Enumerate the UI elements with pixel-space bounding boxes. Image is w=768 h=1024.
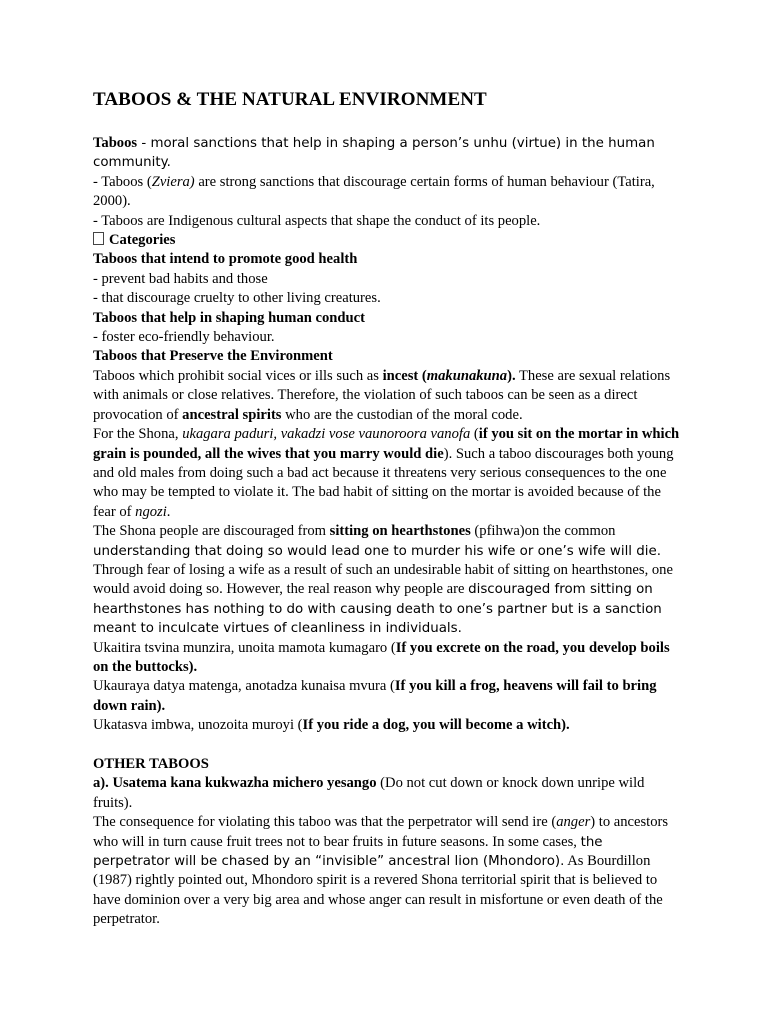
definition-paragraph xyxy=(93,134,683,173)
category-health-heading: Taboos that intend to promote good health xyxy=(93,251,358,268)
document-title: TABOOS & THE NATURAL ENVIRONMENT xyxy=(93,89,487,110)
incest-paragraph: Taboos which prohibit social vices or ills such as incest (makunakuna). These are sexual relations with animals or close relatives. Therefore, the violation of such taboos can be seen as a direct provocation of ancestral spirits who are the custodian of the moral code. xyxy=(93,367,671,423)
other-taboos-heading: OTHER TABOOS xyxy=(93,755,209,772)
categories-heading: Categories xyxy=(93,231,683,250)
document-body xyxy=(93,134,683,930)
term-taboos: Taboos xyxy=(93,135,138,151)
category-environment-heading: Taboos that Preserve the Environment xyxy=(93,348,333,365)
road-taboo-paragraph: Ukaitira tsvina munzira, unoita mamota kumagaro (If you excrete on the road, you develop boils on the buttocks). xyxy=(93,639,670,675)
zviera-paragraph: - Taboos (Zviera) are strong sanctions that discourage certain forms of human behaviour (Tatira, 2000). xyxy=(93,173,655,210)
category-health-item: - prevent bad habits and those xyxy=(93,270,268,287)
dog-taboo-paragraph: Ukatasva imbwa, unozoita muroyi (If you ride a dog, you will become a witch). xyxy=(93,717,570,734)
other-taboo-a: a). Usatema kana kukwazha michero yesango (Do not cut down or knock down unripe wild fruits). xyxy=(93,775,645,811)
frog-taboo-paragraph: Ukauraya datya matenga, anotadza kunaisa mvura (If you kill a frog, heavens will fail to bring down rain). xyxy=(93,678,657,714)
indigenous-paragraph: - Taboos are Indigenous cultural aspects that shape the conduct of its people. xyxy=(93,212,541,229)
paragraph-gap xyxy=(93,736,683,755)
category-conduct-item: - foster eco-friendly behaviour. xyxy=(93,329,275,346)
document-page xyxy=(93,88,683,930)
mortar-paragraph: For the Shona, ukagara paduri, vakadzi vose vaunoroora vanofa (if you sit on the mortar in which grain is pounded, all the wives that you marry would die). Such a taboo discourages both young and old males from doing such a bad act because it threatens very serious consequences to the one who may be tempted to violate it. The bad habit of sitting on the mortar is avoided because of the fear of ngozi. xyxy=(93,426,680,520)
consequence-paragraph: The consequence for violating this taboo was that the perpetrator will send ire (anger) to ancestors who will in turn cause fruit trees not to bear fruits in future seasons. In some cases, the perpetrator will be chased by an “invisible” ancestral lion (Mhondoro). As Bourdillon (1987) rightly pointed out, Mhondoro spirit is a revered Shona territorial spirit that is believed to have dominion over a very big area and whose anger can result in misfortune or even death of the perpetrator. xyxy=(93,814,669,928)
category-conduct-heading: Taboos that help in shaping human conduct xyxy=(93,309,365,326)
category-health-item: - that discourage cruelty to other living creatures. xyxy=(93,290,381,307)
definition-text: - moral sanctions that help in shaping a person’s unhu (virtue) in the human community. xyxy=(93,136,655,171)
bullet-box-icon xyxy=(93,232,104,245)
hearthstone-paragraph: The Shona people are discouraged from sitting on hearthstones (pfihwa)on the common understanding that doing so would lead one to murder his wife or one’s wife will die. Through fear of losing a wife as a result of such an undesirable habit of sitting on hearthstones, one would avoid doing so. However, the real reason why people are discouraged from sitting on hearthstones has nothing to do with causing death to one’s partner but is a sanction meant to inculcate virtues of cleanliness in individuals. xyxy=(93,523,673,637)
